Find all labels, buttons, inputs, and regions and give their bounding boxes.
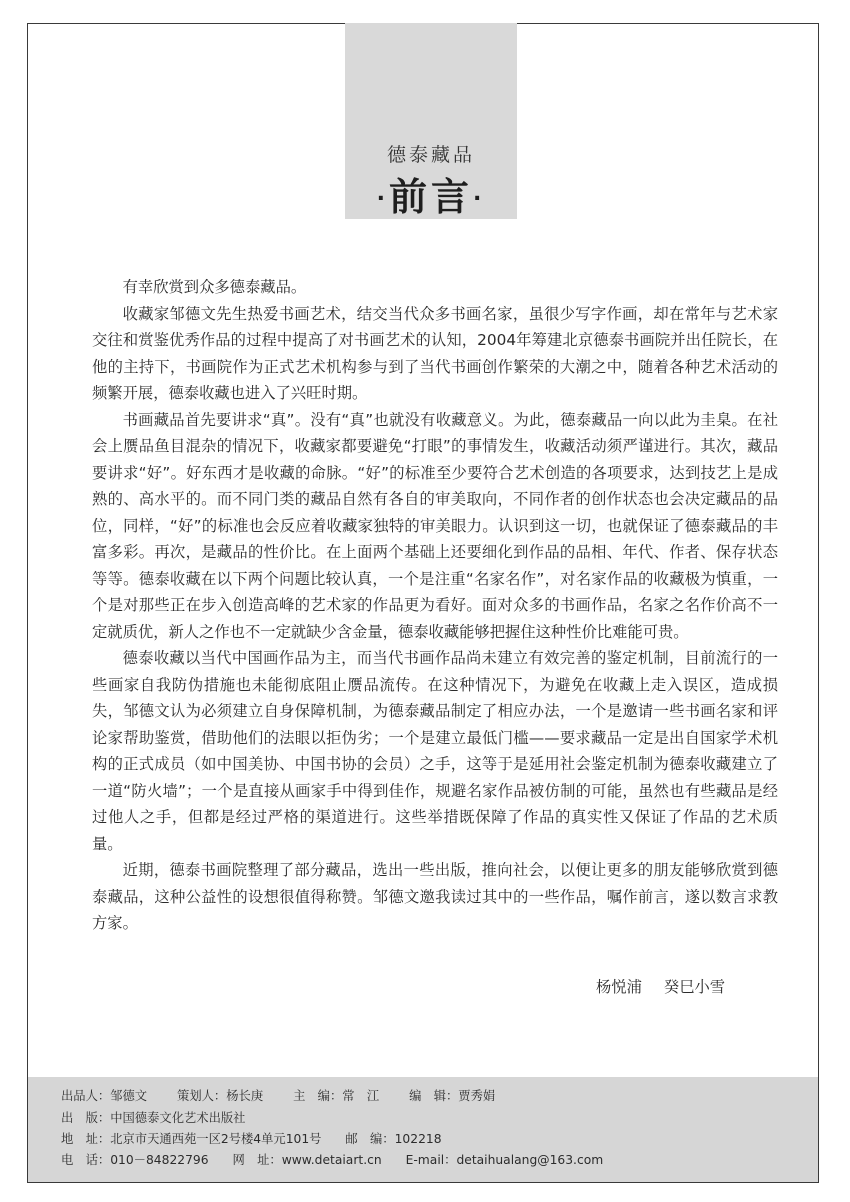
phone-value: 010－84822796 [110, 1153, 209, 1167]
colophon [28, 1077, 818, 1182]
editor-label: 主 编： [293, 1089, 343, 1103]
producer-value: 邹德文 [110, 1089, 148, 1103]
page-title-text: 前言 [388, 175, 473, 219]
signature-date: 癸巳小雪 [663, 978, 726, 996]
colophon-credits [61, 1086, 495, 1104]
address-value: 北京市天通西苑一区2号楼4单元101号 [110, 1132, 322, 1146]
paragraph: 近期，德泰书画院整理了部分藏品，选出一些出版，推向社会，以便让更多的朋友能够欣赏到德泰藏品，这种公益性的设想很值得称赞。邹德文邀我读过其中的一些作品，嘱作前言，遂以数言求教方家。 [92, 861, 778, 932]
signature-author: 杨悦浦 [596, 978, 642, 996]
website-link: www.detaiart.cn [281, 1153, 382, 1167]
address-label: 地 址： [61, 1132, 111, 1146]
page-title [345, 171, 517, 226]
title-dot-left: · [376, 186, 389, 212]
postcode-value: 102218 [394, 1132, 442, 1146]
email-label: E-mail： [405, 1153, 457, 1167]
preface-body [92, 274, 778, 937]
copyeditor-value: 贾秀娟 [458, 1089, 496, 1103]
copyeditor-label: 编 辑： [409, 1089, 459, 1103]
planner-value: 杨长庚 [226, 1089, 264, 1103]
paragraph: 德泰收藏以当代中国画作品为主，而当代书画作品尚未建立有效完善的鉴定机制，目前流行的一些画家自我防伪措施也未能彻底阻止赝品流传。在这种情况下，为避免在收藏上走入误区，造成损失，邹德文认为必须建立自身保障机制，为德泰藏品制定了相应办法，一个是邀请一些书画名家和评论家帮助鉴赏，借助他们的法眼以拒伪劣；一个是建立最低门槛——要求藏品一定是出自国家学术机构的正式成员（如中国美协、中国书协的会员）之手，这等于是延用社会鉴定机制为德泰收藏建立了一道“防火墙”；一个是直接从画家手中得到佳作，规避名家作品被仿制的可能，虽然也有些藏品是经过他人之手，但都是经过严格的渠道进行。这些举措既保障了作品的真实性又保证了作品的艺术质量。 [92, 649, 778, 853]
title-dot-right: · [473, 186, 486, 212]
planner-label: 策划人： [177, 1089, 227, 1103]
title-block [345, 23, 517, 219]
signature [596, 975, 747, 997]
paragraph: 书画藏品首先要讲求“真”。没有“真”也就没有收藏意义。为此，德泰藏品一向以此为圭臬。在社会上赝品鱼目混杂的情况下，收藏家都要避免“打眼”的事情发生，收藏活动须严谨进行。其次，藏品要讲求“好”。好东西才是收藏的命脉。“好”的标准至少要符合艺术创造的各项要求，达到技艺上是成熟的、高水平的。而不同门类的藏品自然有各自的审美取向，不同作者的创作状态也会决定藏品的品位，同样，“好”的标准也会反应着收藏家独特的审美眼力。认识到这一切，也就保证了德泰藏品的丰富多彩。再次，是藏品的性价比。在上面两个基础上还要细化到作品的品相、年代、作者、保存状态等等。德泰收藏在以下两个问题比较认真，一个是注重“名家名作”，对名家作品的收藏极为慎重，一个是对那些正在步入创造高峰的艺术家的作品更为看好。面对众多的书画作品，名家之名作价高不一定就质优，新人之作也不一定就缺少含金量，德泰收藏能够把握住这种性价比难能可贵。 [92, 410, 778, 641]
colophon-publisher [61, 1108, 245, 1126]
colophon-contact [61, 1150, 603, 1168]
colophon-address [61, 1129, 442, 1147]
phone-label: 电 话： [61, 1153, 111, 1167]
publisher-label: 出 版： [61, 1111, 111, 1125]
editor-value: 常 江 [342, 1089, 380, 1103]
email-link: detaihualang@163.com [456, 1153, 604, 1167]
website-label: 网 址： [232, 1153, 282, 1167]
producer-label: 出品人： [61, 1089, 111, 1103]
paragraph: 收藏家邹德文先生热爱书画艺术，结交当代众多书画名家，虽很少写字作画，却在常年与艺术家交往和赏鉴优秀作品的过程中提高了对书画艺术的认知，2004年筹建北京德泰书画院并出任院长，在他的主持下，书画院作为正式艺术机构参与到了当代书画创作繁荣的大潮之中，随着各种艺术活动的频繁开展，德泰收藏也进入了兴旺时期。 [92, 304, 778, 402]
postcode-label: 邮 编： [345, 1132, 395, 1146]
brand-heading: 德泰藏品 [386, 144, 475, 166]
publisher-value: 中国德泰文化艺术出版社 [110, 1111, 246, 1125]
paragraph: 有幸欣赏到众多德泰藏品。 [122, 278, 307, 296]
